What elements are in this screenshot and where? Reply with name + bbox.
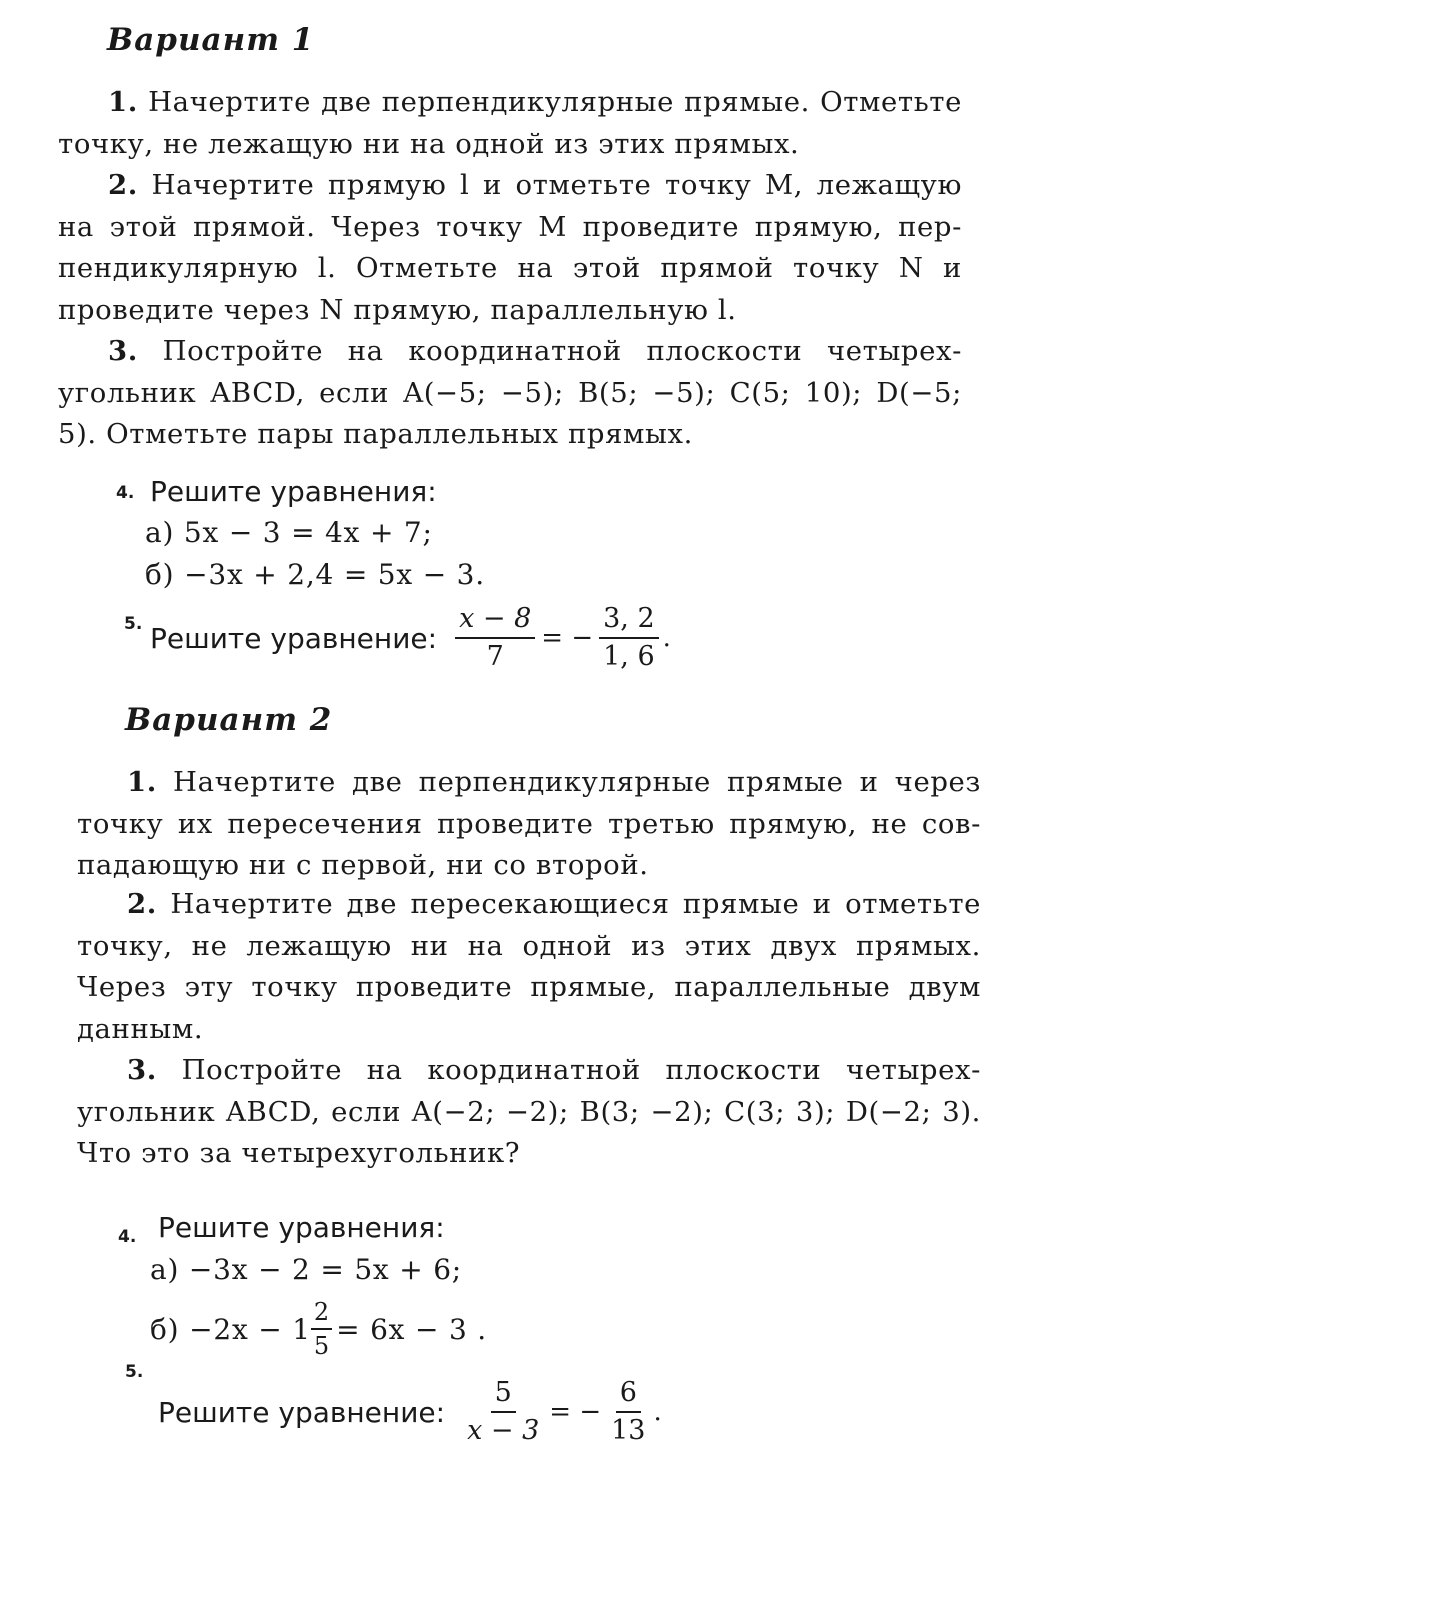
variant-2-title: Вариант 2: [125, 702, 333, 738]
v2-task-1: [77, 762, 981, 887]
v1-task-3: [58, 331, 962, 456]
v1-task-4-label: Решите уравнения:: [150, 475, 437, 508]
v2-period: .: [653, 1397, 662, 1427]
v1-task-3-number: 3.: [108, 335, 138, 367]
v1-task-4-equation-b: б) −3x + 2,4 = 5x − 3.: [145, 558, 485, 591]
v2-eq-b-suffix: = 6x − 3 .: [336, 1312, 487, 1346]
variant-1-title: Вариант 1: [107, 22, 315, 58]
v2-eq-b-fraction: [311, 1296, 332, 1362]
v1-task-4-number: 4.: [116, 483, 135, 503]
v2-rhs-numerator: 6: [616, 1375, 641, 1413]
v1-period: .: [662, 623, 671, 653]
v1-task-5-lhs-fraction: [455, 601, 535, 675]
v1-task-4-equation-a: а) 5x − 3 = 4x + 7;: [145, 516, 433, 549]
v1-task-5-equation: [150, 598, 671, 678]
v1-task-5-label: Решите уравнение:: [150, 621, 438, 655]
v2-task-4-number: 4.: [118, 1227, 137, 1247]
v2-eq-b-frac-numerator: 2: [311, 1296, 332, 1330]
v2-lhs-denominator: x − 3: [467, 1415, 540, 1446]
v1-task-2: [58, 165, 962, 331]
v2-task-2-text: Начертите две пересекающиеся прямые и отметьте точку, не лежащую ни на одной из этих двух прямых. Через эту точку проведите прямые, параллельные двум данным.: [77, 888, 982, 1045]
v1-lhs-numerator: x − 8: [455, 601, 535, 639]
v1-rhs-numerator: 3, 2: [599, 601, 659, 639]
v1-rhs-denominator: 1, 6: [603, 641, 655, 672]
v2-task-2: [77, 884, 981, 1050]
v1-task-5-number: 5.: [124, 614, 143, 634]
v1-task-5-rhs-fraction: [599, 601, 659, 675]
v2-eq-b-prefix: б) −2x − 1: [150, 1312, 311, 1346]
v2-task-5-number: 5.: [125, 1362, 144, 1382]
v2-task-3-number: 3.: [127, 1054, 157, 1086]
v2-task-1-number: 1.: [127, 766, 157, 798]
v2-task-5-lhs-fraction: [463, 1375, 543, 1449]
v1-task-3-text: Постройте на координатной плоскости четырех-угольник ABCD, если A(−5; −5); B(5; −5); C(5; 10); D(−5; 5). Отметьте пары параллельных прямых.: [58, 335, 963, 450]
v1-task-1-number: 1.: [108, 86, 138, 118]
v2-task-3-text: Постройте на координатной плоскости четырех-угольник ABCD, если A(−2; −2); B(3; −2); C(3; 3); D(−2; 3). Что это за четырехугольник?: [77, 1054, 982, 1169]
v1-task-2-number: 2.: [108, 169, 138, 201]
v1-task-2-text: Начертите прямую l и отметьте точку M, лежащую на этой прямой. Через точку M проведите прямую, пер-пендикулярную l. Отметьте на этой прямой точку N и проведите через N прямую, параллельную l.: [58, 169, 962, 326]
v2-task-5-rhs-fraction: [607, 1375, 649, 1449]
v1-task-1-text: Начертите две перпендикулярные прямые. Отметьте точку, не лежащую ни на одной из этих прямых.: [58, 86, 962, 160]
v2-task-4-label: Решите уравнения:: [158, 1211, 445, 1244]
v2-task-4-equation-a: а) −3x − 2 = 5x + 6;: [150, 1253, 463, 1286]
v1-equals-minus: = −: [541, 623, 594, 653]
v1-lhs-denominator: 7: [486, 641, 504, 672]
v2-task-1-text: Начертите две перпендикулярные прямые и через точку их пересечения проведите третью прямую, не сов-падающую ни с первой, ни со второй.: [77, 766, 981, 881]
v2-rhs-denominator: 13: [611, 1415, 646, 1446]
v2-equals-minus: = −: [549, 1397, 602, 1427]
v2-task-4-equation-b: [150, 1294, 487, 1364]
v2-task-3: [77, 1050, 981, 1175]
v2-task-5-label: Решите уравнение:: [158, 1395, 446, 1429]
v1-task-1: [58, 82, 962, 165]
v2-task-5-equation: [158, 1372, 662, 1452]
v2-eq-b-frac-denominator: 5: [313, 1332, 330, 1360]
v2-task-2-number: 2.: [127, 888, 157, 920]
v2-lhs-numerator: 5: [491, 1375, 516, 1413]
